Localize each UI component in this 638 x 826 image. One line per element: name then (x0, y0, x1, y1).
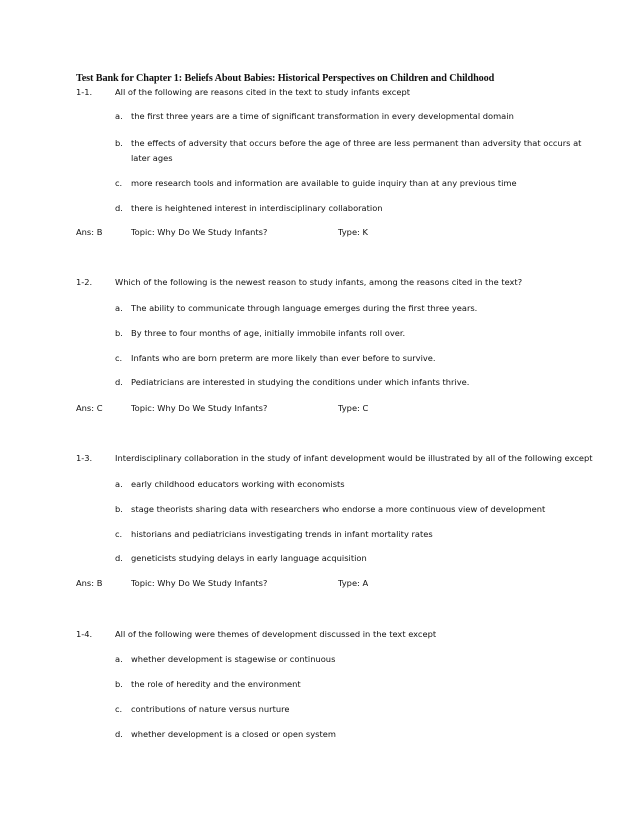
option-text: Infants who are born preterm are more likely than ever before to survive. (131, 353, 436, 363)
option-letter: a. (115, 479, 123, 489)
option-text: the role of heredity and the environment (131, 679, 301, 689)
option-letter: c. (115, 704, 123, 714)
type-label: Type: K (338, 227, 368, 237)
type-label: Type: A (338, 578, 369, 588)
topic-label: Topic: Why Do We Study Infants? (131, 578, 268, 588)
question-text: Interdisciplinary collaboration in the study of infant development would be illustrated by all of the following except (115, 453, 593, 463)
question-number: 1-3. (76, 453, 93, 463)
option-text: early childhood educators working with economists (131, 479, 345, 489)
option-letter: a. (115, 654, 123, 664)
answer-label: Ans: B (76, 578, 103, 588)
type-label: Type: C (338, 403, 369, 413)
question-text: All of the following are reasons cited in the text to study infants except (115, 87, 410, 97)
option-letter: d. (115, 553, 123, 563)
option-text: the effects of adversity that occurs before the age of three are less permanent than adversity that occurs at (131, 138, 582, 148)
option-text: the first three years are a time of significant transformation in every developmental domain (131, 111, 514, 121)
question-number: 1-2. (76, 277, 93, 287)
option-text: geneticists studying delays in early language acquisition (131, 553, 367, 563)
option-text-continuation: later ages (131, 153, 173, 163)
question-text: Which of the following is the newest reason to study infants, among the reasons cited in the text? (115, 277, 523, 287)
topic-label: Topic: Why Do We Study Infants? (131, 227, 268, 237)
option-text: stage theorists sharing data with researchers who endorse a more continuous view of development (131, 504, 546, 514)
option-letter: c. (115, 529, 123, 539)
option-text: contributions of nature versus nurture (131, 704, 290, 714)
document-title: Test Bank for Chapter 1: Beliefs About Babies: Historical Perspectives on Children and Childhood (76, 73, 495, 84)
option-text: historians and pediatricians investigating trends in infant mortality rates (131, 529, 433, 539)
option-letter: d. (115, 729, 123, 739)
topic-label: Topic: Why Do We Study Infants? (131, 403, 268, 413)
option-letter: a. (115, 303, 123, 313)
question-number: 1-1. (76, 87, 93, 97)
option-letter: c. (115, 178, 123, 188)
option-text: whether development is a closed or open system (131, 729, 336, 739)
option-letter: b. (115, 138, 123, 148)
answer-label: Ans: B (76, 227, 103, 237)
answer-label: Ans: C (76, 403, 103, 413)
option-letter: b. (115, 679, 123, 689)
option-letter: a. (115, 111, 123, 121)
option-letter: d. (115, 203, 123, 213)
option-text: Pediatricians are interested in studying the conditions under which infants thrive. (131, 377, 470, 387)
option-letter: d. (115, 377, 123, 387)
option-text: more research tools and information are available to guide inquiry than at any previous time (131, 178, 517, 188)
option-letter: b. (115, 328, 123, 338)
question-text: All of the following were themes of development discussed in the text except (115, 629, 437, 639)
option-text: there is heightened interest in interdisciplinary collaboration (131, 203, 383, 213)
option-letter: c. (115, 353, 123, 363)
question-number: 1-4. (76, 629, 93, 639)
option-text: The ability to communicate through language emerges during the first three years. (131, 303, 478, 313)
option-letter: b. (115, 504, 123, 514)
option-text: By three to four months of age, initially immobile infants roll over. (131, 328, 406, 338)
option-text: whether development is stagewise or continuous (131, 654, 336, 664)
